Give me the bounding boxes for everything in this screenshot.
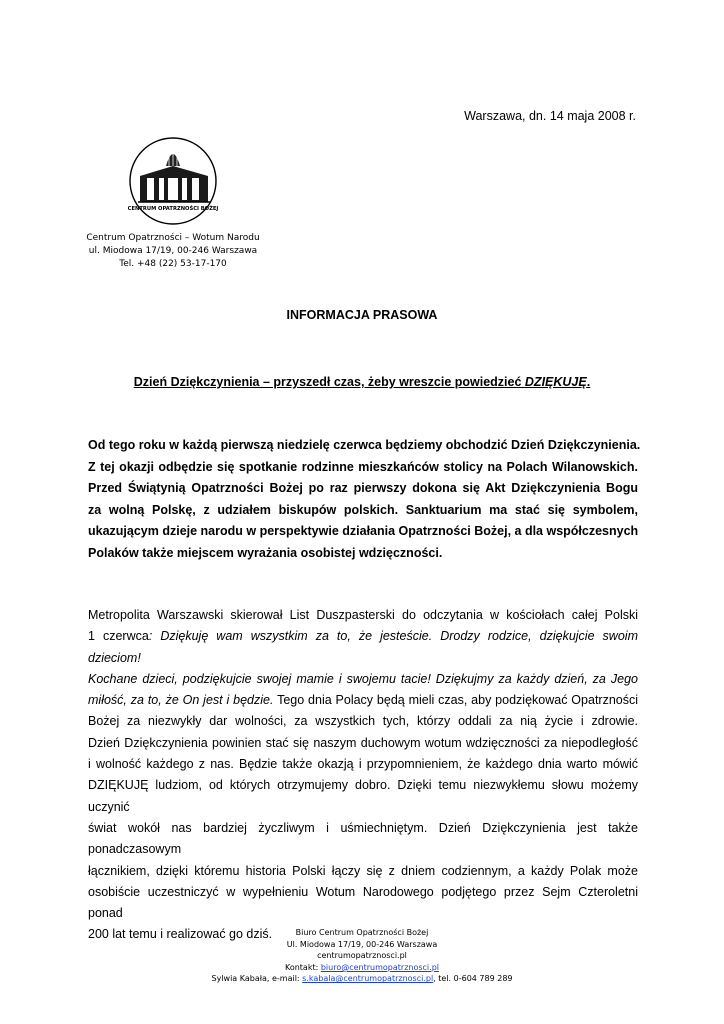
footer-address: Ul. Miodowa 17/19, 00-246 Warszawa — [286, 939, 438, 949]
body-line: Bożej za niezwykły dar wolności, za wszystkich tych, którzy oddali za nią życie i zdrowie. — [88, 714, 638, 729]
body-text: 1 czerwca — [88, 629, 149, 644]
organization-address — [80, 232, 266, 271]
body-paragraph — [88, 605, 638, 946]
person-phone: , tel. 0-604 789 289 — [433, 974, 513, 984]
logo-emblem-icon — [120, 136, 226, 226]
body-line: osobiście uczestniczyć w wypełnieniu Wotum Narodowego podjętego przez Sejm Czteroletni ponad — [88, 884, 638, 921]
footer — [0, 927, 724, 985]
footer-website: centrumopatrznosci.pl — [317, 951, 407, 961]
body-quote: Kochane dzieci, podziękujcie swojej mamie i swojemu tacie! Dziękujmy za każdy dzień, za Jego — [88, 671, 638, 686]
lead-line: Przed Świątynią Opatrzności Bożej po raz pierwszy dokona się Akt Dziękczynienia Bogu — [88, 481, 638, 495]
footer-office: Biuro Centrum Opatrzności Bożej — [295, 928, 429, 937]
centrum-opatrznosci-logo — [120, 136, 226, 226]
document-date: Warszawa, dn. 14 maja 2008 r. — [464, 109, 636, 123]
person-label: Sylwia Kabała, e-mail: — [211, 974, 303, 984]
footer-person — [0, 973, 724, 985]
body-line: świat wokół nas bardziej życzliwym i uśmiechniętym. Dzień Dziękczynienia jest także ponadczasowym — [88, 820, 638, 857]
body-line: i wolność każdego z nas. Będzie także okazją i przypomnieniem, że każdego dnia warto mówić — [88, 757, 638, 772]
org-name: Centrum Opatrzności – Wotum Narodu — [86, 233, 260, 243]
contact-email-link[interactable]: biuro@centrumopatrznosci.pl — [320, 962, 439, 972]
subtitle-text: Dzień Dziękczynienia – przyszedł czas, żeby wreszcie powiedzieć — [133, 375, 525, 389]
lead-paragraph — [88, 435, 641, 564]
body-text: Tego dnia Polacy będą mieli czas, aby podziękować Opatrzności — [273, 693, 639, 708]
footer-contact — [0, 962, 724, 974]
contact-label: Kontakt: — [284, 962, 321, 972]
lead-line: Polaków także miejscem wyrażania osobistej wdzięczności. — [88, 545, 443, 560]
subtitle-end: . — [586, 375, 591, 389]
body-line — [88, 669, 638, 690]
logo-text: CENTRUM OPATRZNOŚCI BOŻEJ — [127, 206, 219, 212]
body-line: łącznikiem, dzięki któremu historia Polski łączy się z dniem codziennym, a każdy Polak może — [88, 863, 638, 878]
lead-line: ukazującym dzieje narodu w perspektywie działania Opatrzności Bożej, a dla współczesnych — [88, 524, 639, 538]
body-line: Metropolita Warszawski skierował List Duszpasterski do odczytania w kościołach całej Polski — [88, 608, 638, 622]
body-line: Dzień Dziękczynienia powinien stać się naszym duchowym wotum wdzięczności za niepodległość — [88, 735, 638, 750]
lead-line: za wolną Polskę, z udziałem biskupów polskich. Sanktuarium ma stać się symbolem, — [88, 502, 638, 517]
press-release-heading: INFORMACJA PRASOWA — [286, 308, 438, 322]
lead-line: Od tego roku w każdą pierwszą niedzielę czerwca będziemy obchodzić Dzień Dziękczynienia. — [88, 438, 641, 452]
person-email-link[interactable]: s.kabala@centrumopatrznosci.pl — [302, 974, 434, 984]
body-line — [88, 690, 638, 711]
body-quote: : Dziękuję wam wszystkim za to, że jesteście. Drodzy rodzice, dziękujcie swoim dzieciom! — [88, 629, 638, 665]
org-phone: Tel. +48 (22) 53-17-170 — [119, 259, 227, 269]
body-line: DZIĘKUJĘ ludziom, od których otrzymujemy dobro. Dzięki temu niezwykłemu słowu możemy uczynić — [88, 778, 638, 814]
lead-line: Z tej okazji odbędzie się spotkanie rodzinne mieszkańców stolicy na Polach Wilanowskich. — [88, 459, 638, 474]
press-release-subtitle — [0, 375, 724, 389]
org-street: ul. Miodowa 17/19, 00-246 Warszawa — [88, 246, 258, 256]
body-line — [88, 626, 638, 669]
body-line: 200 lat temu i realizować go dziś. — [88, 927, 273, 942]
subtitle-emphasis: DZIĘKUJĘ — [524, 375, 587, 389]
body-quote: miłość, za to, że On jest i będzie. — [88, 693, 274, 708]
